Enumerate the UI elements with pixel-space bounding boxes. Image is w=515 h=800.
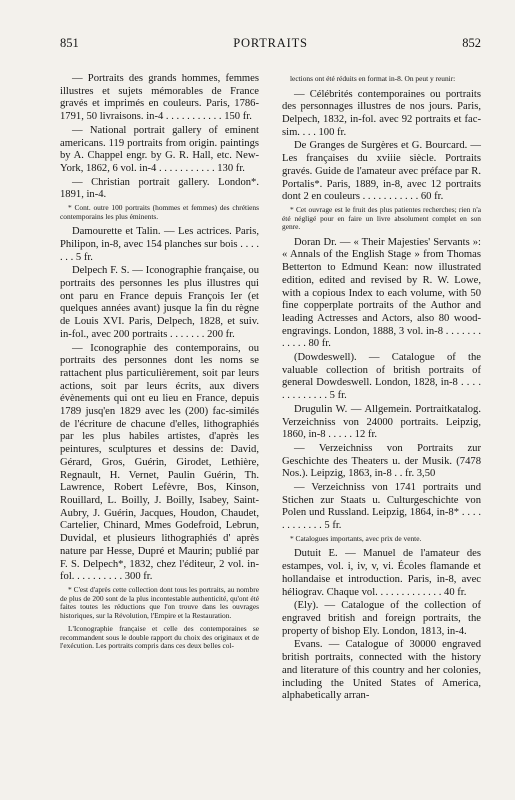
catalog-entry: Doran Dr. — « Their Majesties' Servants »: « Annals of the English Stage » from Thomas Betterton to Edmund Kean: now illustrated edition, edited and revised by R. W. Lowe, with a copious Index to each volume, with 50 fine copperplate portraits of the Author and leading Actresses and Actors, also 80 wood-engravings. London, 1888, 3 vol. in-8 . . . . . . . . . . . . 80 fr. <box>282 236 481 350</box>
footnote: * Cet ouvrage est le fruit des plus patientes recherches; rien n'a été négligé pour en faire un livre absolument complet en son genre. <box>282 204 481 232</box>
footnote: L'Iconographie française et celle des contemporaines se recommandent sous le double rapport du choix des originaux et de l'exécution. Les portraits compris dans ces deux belles col- <box>60 624 259 651</box>
right-page-number: 852 <box>462 36 481 50</box>
catalog-entry: Damourette et Talin. — Les actrices. Paris, Philipon, in-8, avec 154 planches sur bois . . . . . . . 5 fr. <box>60 226 259 263</box>
catalog-entry: — Célébrités contemporaines ou portraits des personnages illustres de nos jours. Paris, Delpech, 1832, in-fol. avec 92 portraits et fac-sim. . . . 100 fr. <box>282 88 481 138</box>
catalog-entry: (Dowdeswell). — Catalogue of the valuable collection of british portraits of general Dowdeswell. London, 1828, in-8 . . . . . . . . . . . . . 5 fr. <box>282 352 481 402</box>
running-header <box>60 36 481 51</box>
catalog-entry: — Verzeichniss von 1741 portraits und Stichen zur Staats u. Culturgeschichte von Polen und Russland. Leipzig, 1864, in-8* . . . . . . . . . . . . 5 fr. <box>282 482 481 532</box>
left-column <box>60 73 259 704</box>
catalog-entry: — Portraits des grands hommes, femmes illustres et sujets mémorables de France gravés et imprimés en couleurs. Paris, 1786-1791, 50 livraisons. in-4 . . . . . . . . . . . 150 fr. <box>60 73 259 123</box>
catalog-entry: — Verzeichniss von Portraits zur Geschichte des Theaters u. der Musik. (7478 Nos.). Leipzig, 1863, in-8 . . fr. 3,50 <box>282 442 481 480</box>
footnote: * Cont. outre 100 portraits (hommes et femmes) des chrétiens contemporains les plus éminents. <box>60 203 259 221</box>
left-page-number: 851 <box>60 36 79 50</box>
catalog-entry: — National portrait gallery of eminent americans. 119 portraits from origin. paintings by A. Chappel engr. by G. R. Hall, etc. New-York, 1862, 6 vol. in-4 . . . . . . . . . . . 130 fr. <box>60 124 259 174</box>
footnote: * C'est d'après cette collection dont tous les portraits, au nombre de plus de 200 sont de la plus incontestable authenticité, qu'ont été faites toutes les réductions que l'on trouve dans les ouvrages historiques, sur la Révolution, l'Empire et la Restauration. <box>60 584 259 620</box>
two-column-body <box>60 73 481 704</box>
footnote: lections ont été réduits en format in-8. On peut y reunir: <box>290 74 456 83</box>
catalog-entry: (Ely). — Catalogue of the collection of engraved british and foreign portraits, the property of bishop Ely. London, 1813, in-4. <box>282 600 481 637</box>
catalog-entry: Dutuit E. — Manuel de l'amateur des estampes, vol. i, iv, v, vi. Écoles flamande et hollandaise et introduction. Paris, in-8, avec héliograv. Chaque vol. . . . . . . . . . . . . 40 fr. <box>282 548 481 598</box>
catalog-entry: Drugulin W. — Allgemein. Portraitkatalog. Verzeichniss von 24000 portraits. Leipzig, 1860, in-8 . . . . . 12 fr. <box>282 403 481 441</box>
catalog-entry: — Christian portrait gallery. London*. 1891, in-4. <box>60 176 259 201</box>
catalog-entry: — Iconographie des contemporains, ou portraits des personnes dont les noms se rattachent plus particulièrement, soit par leurs actions, soit par leurs écrits, aux divers évènements qui ont eu lieu en France, depuis 1789 jusq'en 1829 avec les (200) fac-similés de l'écriture de chacune d'elles, lithographiés par les plus habiles artistes, d'après les peintures, sculptures et dessins de: David, Gérard, Gros, Guérin, Girodet, Lethière, Regnault, H. Vernet, Paulin Guérin, Th. Lawrence, Robert Lefèvre, Bos, Kinson, Rouillard, L. Boilly, J. Boilly, Isabey, Saint-Aubry, J. Guérin, Jacques, Houdon, Chaudet, Cartelier, Chinard, Mmes Godefroid, Lebrun, Duvidal, et plusieurs lithographiés d' après nature par Hesse, Dupré et Maurin; publié par F. S. Delpech*, 1832, chez l'éditeur, 2 vol. in-fol. . . . . . . . . . 300 fr. <box>60 342 259 583</box>
footnote: * Catalogues importants, avec prix de vente. <box>290 533 422 543</box>
catalog-entry: Delpech F. S. — Iconographie française, ou portraits des personnes les plus illustres qui ont paru en France depuis François Ier (et quelques années avant) jusque la fin du règne de Louis XVI. Paris, Delpech, 1828, et suiv. in-fol., avec 200 portraits . . . . . . . 200 fr. <box>60 265 259 340</box>
page-title: PORTRAITS <box>233 36 308 50</box>
catalog-entry: De Granges de Surgères et G. Bourcard. — Les françaises du xviiie siècle. Portraits gravés. Guide de l'amateur avec préface par R. Portalis*. Paris, 1889, in-8, avec 12 portraits dont 2 en couleurs . . . . . . . . . . . 60 fr. <box>282 140 481 203</box>
right-column <box>282 73 481 704</box>
catalog-entry: Evans. — Catalogue of 30000 engraved british portraits, connected with the history and literature of this country and her colonies, including the United States of America, alphabetically arran- <box>282 639 481 702</box>
